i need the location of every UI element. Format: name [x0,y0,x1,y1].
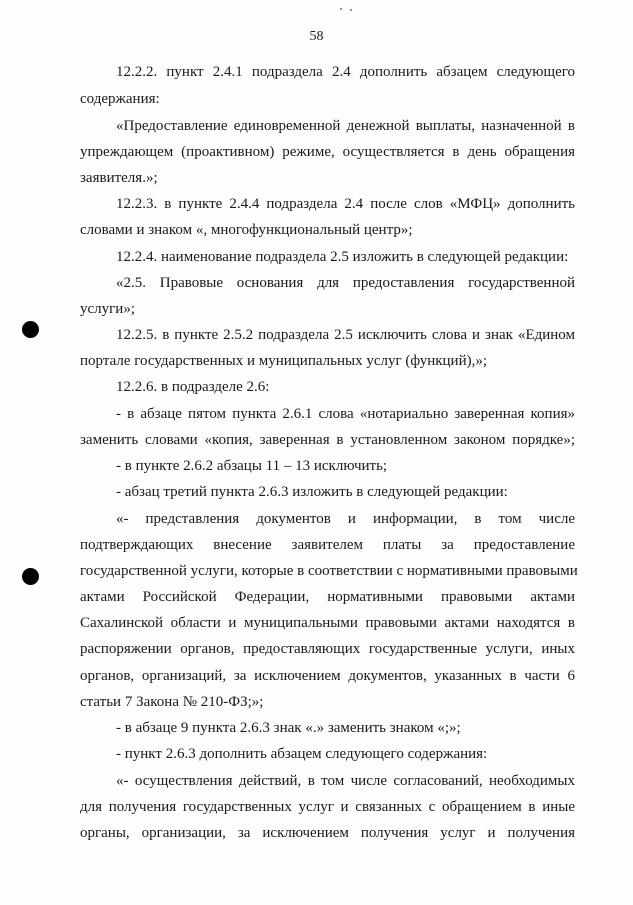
text-line: государственной услуги, которые в соответствии с нормативными правовыми [80,563,578,579]
punch-hole-mark [22,321,39,338]
text-line: Сахалинской области и муниципальными правовыми актами находятся в [80,615,575,631]
text-line: «2.5. Правовые основания для предоставления государственной [116,275,575,291]
text-line: распоряжении органов, предоставляющих государственные услуги, иных [80,641,575,657]
text-line: заявителя.»; [80,170,158,186]
page-number: 58 [309,29,324,44]
text-line: словами и знаком «, многофункциональный центр»; [80,222,413,238]
text-line: статьи 7 Закона № 210-ФЗ;»; [80,694,264,710]
text-line: для получения государственных услуг и связанных с обращением в иные [80,799,575,815]
text-line: - в абзаце 9 пункта 2.6.3 знак «.» заменить знаком «;»; [116,720,461,736]
punch-hole-mark [22,568,39,585]
text-line: 12.2.6. в подразделе 2.6: [116,379,270,395]
text-line: - пункт 2.6.3 дополнить абзацем следующего содержания: [116,746,488,762]
text-line: - в пункте 2.6.2 абзацы 11 – 13 исключить; [116,458,388,474]
text-line: подтверждающих внесение заявителем платы за предоставление [80,537,575,553]
text-line: 12.2.3. в пункте 2.4.4 подраздела 2.4 после слов «МФЦ» дополнить [116,196,575,212]
text-line: «Предоставление единовременной денежной выплаты, назначенной в [116,118,575,134]
text-line: - в абзаце пятом пункта 2.6.1 слова «нотариально заверенная копия» [116,406,575,422]
text-line: органы, организации, за исключением получения услуг и получения [80,825,575,841]
scan-speck [350,9,352,11]
text-line: услуги»; [80,301,135,317]
text-line: содержания: [80,91,160,107]
text-line: 12.2.5. в пункте 2.5.2 подраздела 2.5 исключить слова и знак «Едином [116,327,575,343]
text-line: «- представления документов и информации, в том числе [116,511,575,527]
text-line: заменить словами «копия, заверенная в установленном законом порядке»; [80,432,575,448]
text-line: - абзац третий пункта 2.6.3 изложить в следующей редакции: [116,484,508,500]
text-line: портале государственных и муниципальных услуг (функций),»; [80,353,488,369]
scan-speck [340,8,342,10]
text-line: упреждающем (проактивном) режиме, осуществляется в день обращения [80,144,575,160]
text-line: 12.2.2. пункт 2.4.1 подраздела 2.4 дополнить абзацем следующего [116,64,575,80]
text-line: актами Российской Федерации, нормативными правовыми актами [80,589,575,605]
text-line: органов, организаций, за исключением документов, указанных в части 6 [80,668,575,684]
text-line: 12.2.4. наименование подраздела 2.5 изложить в следующей редакции: [116,249,569,265]
text-line: «- осуществления действий, в том числе согласований, необходимых [116,773,575,789]
